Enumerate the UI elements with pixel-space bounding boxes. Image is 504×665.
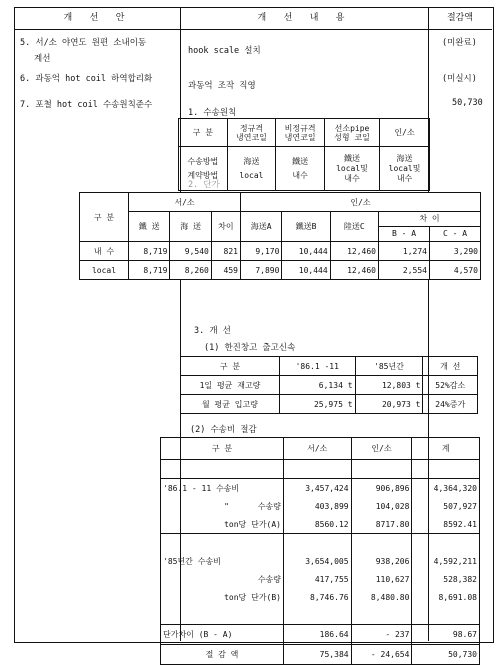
principle-cell-1: 海送 local — [227, 147, 276, 191]
warehouse-cell: 52%감소 — [423, 376, 478, 395]
warehouse-header: 개 선 — [423, 357, 478, 376]
price-row-label: local — [80, 261, 129, 280]
price-cell: 12,460 — [330, 261, 378, 280]
cost-cell: 4,364,320 — [412, 479, 480, 498]
item-5-status: (미완료) — [442, 38, 477, 48]
cost-cell: 417,755 — [284, 570, 352, 588]
cost-cell: 8,691.08 — [412, 588, 480, 606]
cost-cell: 938,206 — [351, 552, 412, 570]
item-6-content: 과동억 조작 직영 — [188, 81, 256, 91]
warehouse-cell: 20,973 t — [355, 395, 423, 414]
price-sub-0: 鐵 送 — [129, 212, 170, 242]
cost-diff-cell: 98.67 — [412, 625, 480, 645]
cost-cell: 8,480.80 — [351, 588, 412, 606]
price-diff-ca: C - A — [442, 229, 468, 238]
cost-cell: 403,899 — [284, 497, 352, 515]
price-cell: 459 — [211, 261, 240, 280]
price-cell: 1,274 — [379, 242, 430, 261]
cost-cell: 507,927 — [412, 497, 480, 515]
item-7-title: 7. 포철 hot coil 수송원칙준수 — [20, 100, 153, 110]
cost-cell: 906,896 — [351, 479, 412, 498]
price-diff-ba: B - A — [379, 227, 430, 241]
price-cell: 10,444 — [282, 242, 330, 261]
price-cell: 2,554 — [379, 261, 430, 280]
price-sub-3: 海送A — [240, 212, 281, 242]
price-cell: 9,170 — [240, 242, 281, 261]
principle-header-4: 인/소 — [380, 119, 430, 147]
cost-row-label: " 수송량 — [161, 497, 284, 515]
cost-cell: 8560.12 — [284, 515, 352, 534]
principle-header-1: 정규격 냉연코일 — [227, 119, 276, 147]
price-header-inso: 인/소 — [240, 193, 480, 212]
cost-cell: 8,746.76 — [284, 588, 352, 606]
price-cell: 8,719 — [129, 242, 170, 261]
price-cell: 8,719 — [129, 261, 170, 280]
price-cell: 4,570 — [430, 261, 481, 280]
price-sub-5: 陸送C — [330, 212, 378, 242]
cost-saving-cell: 75,384 — [284, 645, 352, 665]
cost-diff-cell: 186.64 — [284, 625, 352, 645]
cost-saving-cell: 50,730 — [412, 645, 480, 665]
price-cell: 7,890 — [240, 261, 281, 280]
price-cell: 12,460 — [330, 242, 378, 261]
cost-table — [160, 437, 480, 665]
cost-cell: 528,382 — [412, 570, 480, 588]
principle-cell-2: 鐵送 내수 — [276, 147, 325, 191]
principle-header-0: 구 분 — [179, 119, 228, 147]
price-cell: 8,260 — [170, 261, 211, 280]
cost-diff-label: 단가차이 (B - A) — [161, 625, 284, 645]
item-5-title: 5. 서/소 야연도 원편 소내이동 — [20, 38, 147, 48]
effect-sub2: (2) 수송비 절감 — [190, 425, 257, 435]
price-table — [79, 192, 481, 280]
principle-header-2: 비정규격 냉연코일 — [276, 119, 325, 147]
item-7-content: 1. 수송원칙 — [188, 108, 237, 118]
cost-cell: 110,627 — [351, 570, 412, 588]
price-header-seoso: 서/소 — [129, 193, 241, 212]
price-header-label: 구 분 — [80, 193, 129, 242]
cost-cell: 104,028 — [351, 497, 412, 515]
principle-cell-3: 鐵送 local및 내수 — [324, 147, 379, 191]
cost-cell: 3,654,005 — [284, 552, 352, 570]
warehouse-cell: 25,975 t — [280, 395, 356, 414]
header-col-1: 개 선 안 — [63, 13, 131, 23]
header-col-2: 개 선 내 용 — [257, 13, 351, 23]
item-7-saving: 50,730 — [452, 98, 483, 108]
cost-row-label: ton당 단가(B) — [161, 588, 284, 606]
cost-row-label: '85년간 수송비 — [161, 552, 284, 570]
price-sub-1: 海 送 — [170, 212, 211, 242]
warehouse-header: 구 분 — [181, 357, 280, 376]
price-row-label: 내 수 — [80, 242, 129, 261]
price-row-local — [80, 261, 481, 280]
warehouse-row-label: 1일 평균 재고량 — [181, 376, 280, 395]
warehouse-row-label: 월 평균 입고량 — [181, 395, 280, 414]
price-sub-6: 차 이 — [379, 212, 480, 227]
warehouse-cell: 12,803 t — [355, 376, 423, 395]
price-cell: 9,540 — [170, 242, 211, 261]
warehouse-header: '85년간 — [355, 357, 423, 376]
effect-sub1: (1) 한진창고 출고신속 — [204, 343, 296, 353]
cost-cell: 8717.80 — [351, 515, 412, 534]
cost-cell: 3,457,424 — [284, 479, 352, 498]
principle-cell-4: 海送 local및 내수 — [380, 147, 430, 191]
principle-row-label: 수송방법 계약방법 — [179, 147, 228, 191]
item-6-title: 6. 과동억 hot coil 하역합리화 — [20, 74, 153, 84]
header-col-3: 절감액 — [446, 13, 474, 23]
price-cell: 3,290 — [430, 242, 481, 261]
cost-row-label: 수송량 — [161, 570, 284, 588]
cost-row-label: '86.1 - 11 수송비 — [161, 479, 284, 498]
cost-diff-cell: - 237 — [351, 625, 412, 645]
price-sub-2: 차이 — [211, 212, 240, 242]
effect-title: 3. 개 선 — [194, 326, 231, 336]
price-cell: 10,444 — [282, 261, 330, 280]
header-divider — [14, 29, 492, 30]
item-6-status: (미실시) — [442, 74, 477, 84]
warehouse-cell: 6,134 t — [280, 376, 356, 395]
cost-cell: 4,592,211 — [412, 552, 480, 570]
cost-cell: 8592.41 — [412, 515, 480, 534]
warehouse-header: '86.1 -11 — [280, 357, 356, 376]
warehouse-cell: 24%증가 — [423, 395, 478, 414]
item-5-title-cont: 계선 — [34, 54, 51, 64]
warehouse-table — [180, 356, 478, 414]
cost-saving-label: 절 감 액 — [161, 645, 284, 665]
cost-saving-cell: - 24,654 — [351, 645, 412, 665]
principle-header-3: 선소pipe 성형 코일 — [324, 119, 379, 147]
cost-header: 인/소 — [351, 438, 412, 460]
price-cell: 821 — [211, 242, 240, 261]
price-row-domestic — [80, 242, 481, 261]
cost-header: 계 — [412, 438, 480, 460]
price-sub-4: 鐵送B — [282, 212, 330, 242]
cost-header: 구 분 — [161, 438, 284, 460]
cost-header: 서/소 — [284, 438, 352, 460]
cost-row-label: ton당 단가(A) — [161, 515, 284, 534]
unit-price-label: 2. 단가 — [188, 180, 220, 190]
item-5-content: hook scale 설치 — [188, 46, 261, 56]
